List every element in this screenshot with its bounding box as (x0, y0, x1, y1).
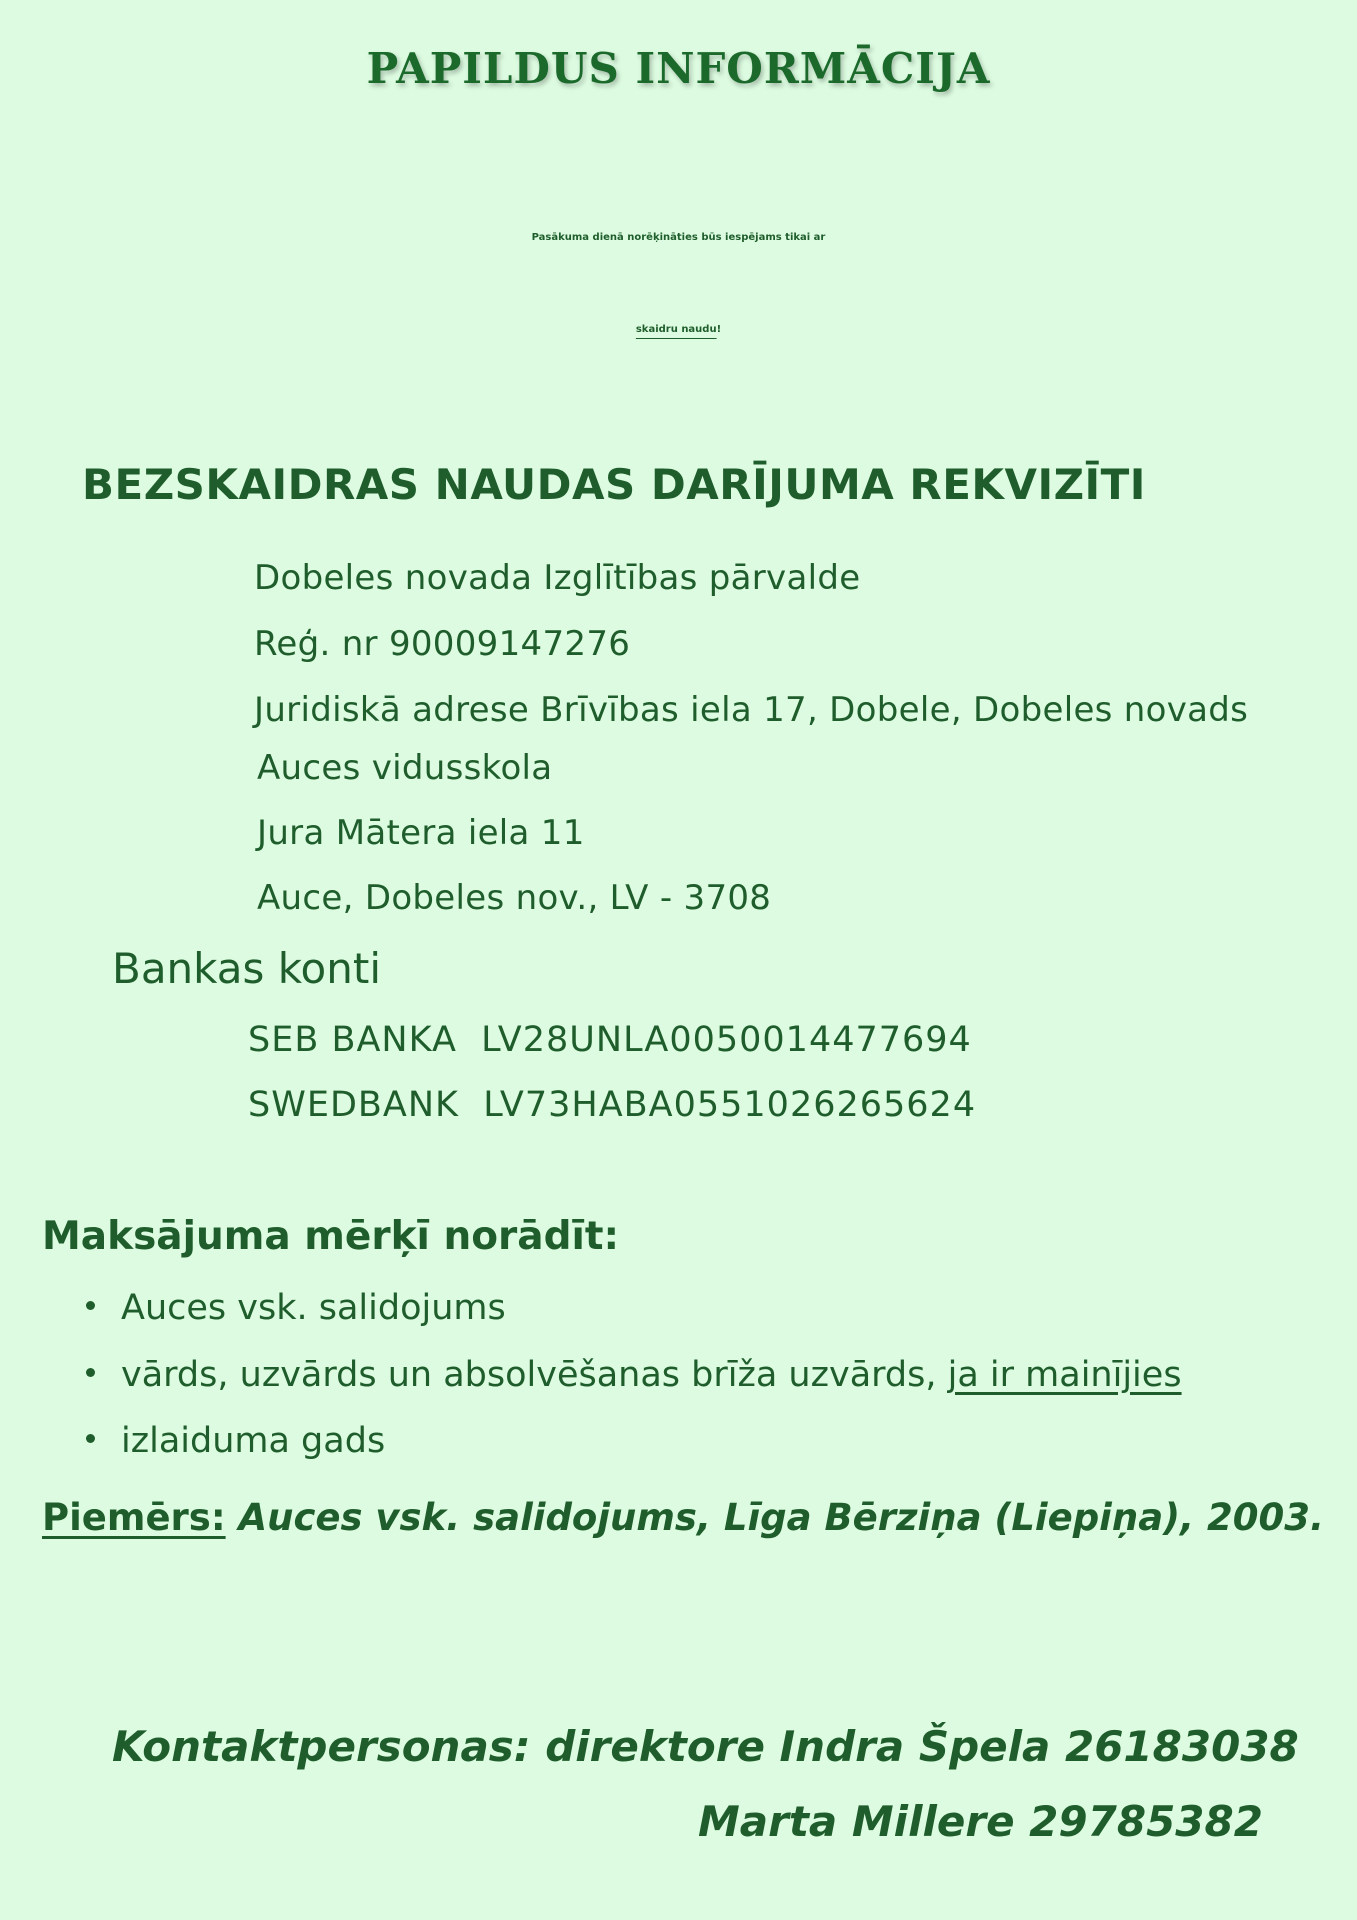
bank-account-row (248, 1085, 976, 1125)
contacts-line1: Kontaktpersonas: direktore Indra Špela 26183038 (112, 1722, 1299, 1771)
page-title: PAPILDUS INFORMĀCIJA (366, 44, 991, 93)
school-street: Jura Mātera iela 11 (257, 813, 585, 853)
example-text: Auces vsk. salidojums, Līga Bērziņa (Liepiņa), 2003. (238, 1496, 1325, 1539)
school-name: Auces vidusskola (257, 748, 553, 788)
bullet-icon (86, 1368, 95, 1377)
bank-iban: LV28UNLA0050014477694 (481, 1020, 972, 1060)
list-item (86, 1355, 1182, 1395)
bank-name: SWEDBANK (248, 1085, 459, 1125)
bank-accounts-heading: Bankas konti (112, 944, 382, 993)
school-city: Auce, Dobeles nov., LV - 3708 (257, 878, 772, 918)
cash-notice-emphasis: skaidru naudu (635, 324, 717, 335)
purpose-item-text: vārds, uzvārds un absolvēšanas brīža uzvārds, (121, 1355, 948, 1395)
institution-name: Dobeles novada Izglītības pārvalde (254, 558, 861, 598)
cash-notice-line2 (0, 324, 1357, 335)
bullet-icon (86, 1434, 95, 1443)
purpose-item-text: Auces vsk. salidojums (121, 1288, 506, 1328)
payment-purpose-heading: Maksājuma mērķī norādīt: (42, 1214, 620, 1259)
bank-account-row (248, 1020, 972, 1060)
contacts-line2: Marta Millere 29785382 (698, 1797, 1263, 1846)
bullet-icon (86, 1301, 95, 1310)
example-label: Piemērs: (42, 1496, 226, 1539)
bank-name: SEB BANKA (248, 1020, 457, 1060)
list-item (86, 1421, 385, 1461)
legal-address: Juridiskā adrese Brīvības iela 17, Dobele, Dobeles novads (254, 690, 1249, 730)
example-line (42, 1496, 1324, 1539)
transfer-heading: BEZSKAIDRAS NAUDAS DARĪJUMA REKVIZĪTI (82, 460, 1146, 509)
registration-number: Reģ. nr 90009147276 (254, 624, 631, 664)
list-item (86, 1288, 506, 1328)
cash-notice-line1: Pasākuma dienā norēķināties būs iespējams tikai ar (531, 232, 826, 243)
cash-notice-trailing: ! (716, 324, 722, 335)
bank-iban: LV73HABA0551026265624 (483, 1085, 977, 1125)
purpose-item-text: izlaiduma gads (121, 1421, 386, 1461)
purpose-item-underlined: ja ir mainījies (947, 1355, 1182, 1395)
